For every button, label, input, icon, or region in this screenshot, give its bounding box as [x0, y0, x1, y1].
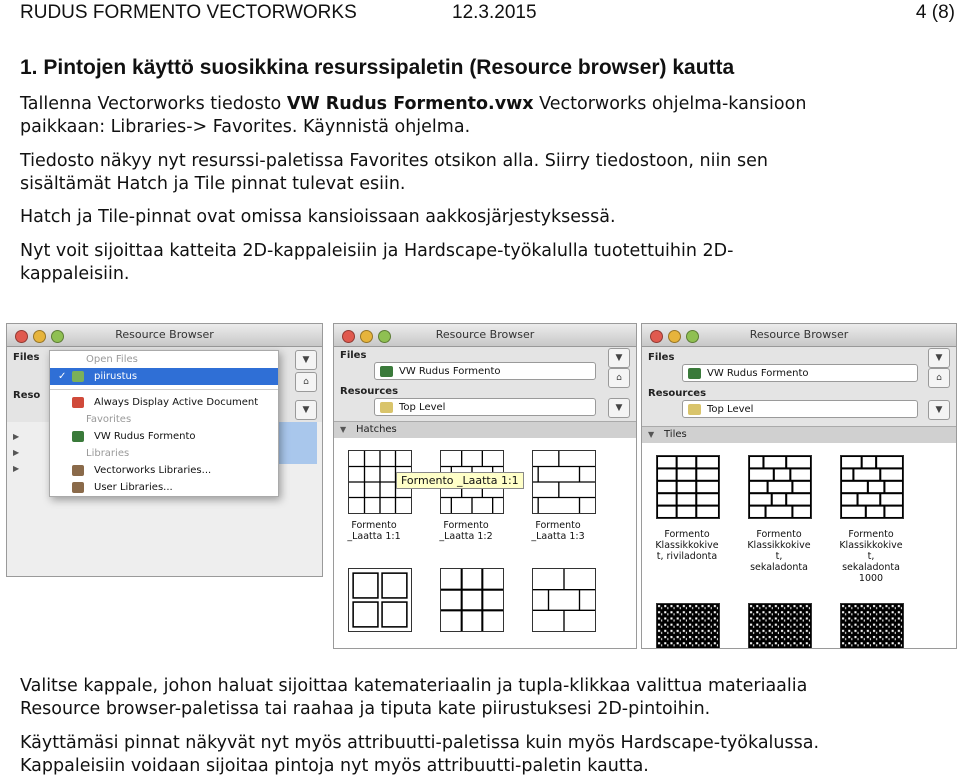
selection-highlight: [277, 422, 317, 464]
files-dropdown-button[interactable]: ▼: [295, 350, 317, 370]
hatch-thumbnail-laatta-1-3[interactable]: [532, 450, 596, 514]
outro-line-2: Resource browser-paletissa tai raahaa ja tiputa kate piirustuksesi 2D-pintoihin.: [20, 699, 711, 719]
menu-item-always-display[interactable]: Always Display Active Document: [50, 394, 278, 411]
window-title: Resource Browser: [115, 328, 214, 341]
resources-label: Resources: [340, 386, 399, 397]
hatch-caption: Formento _Laatta 1:3: [531, 520, 585, 542]
menu-item-vw-rudus-formento[interactable]: VW Rudus Formento: [50, 428, 278, 445]
files-label: Files: [13, 352, 40, 363]
folder-icon: [380, 402, 393, 413]
files-menu-button[interactable]: ▼: [295, 400, 317, 420]
menu-divider: [50, 389, 278, 390]
hatch-tooltip: Formento _Laatta 1:1: [396, 472, 524, 489]
menu-item-piirustus[interactable]: ✓ piirustus: [50, 368, 278, 385]
intro-line-4: sisältämät Hatch ja Tile pinnat tulevat esiin.: [20, 174, 406, 194]
resources-select[interactable]: Top Level: [374, 398, 596, 416]
expand-icon[interactable]: ▶: [13, 464, 20, 473]
page-header: [20, 0, 955, 26]
page-number: 4 (8): [915, 2, 955, 23]
resource-browser-panel-hatches: [333, 323, 637, 649]
hatch-thumbnail[interactable]: [348, 568, 412, 632]
tile-thumbnail[interactable]: [748, 603, 812, 649]
library-icon: [72, 482, 84, 493]
tile-thumbnail-riviladonta[interactable]: [656, 455, 720, 519]
tile-thumbnail-sekaladonta-1000[interactable]: [840, 455, 904, 519]
hatches-grid: [334, 438, 636, 648]
title-bar: [334, 324, 636, 347]
tile-thumbnail[interactable]: [840, 603, 904, 649]
window-title: Resource Browser: [435, 328, 535, 341]
resources-menu-button[interactable]: ▼: [608, 398, 630, 418]
hatch-caption: Formento _Laatta 1:2: [439, 520, 493, 542]
tile-thumbnail-sekaladonta[interactable]: [748, 455, 812, 519]
menu-item-user-libraries[interactable]: User Libraries...: [50, 479, 278, 496]
resources-menu-button[interactable]: ▼: [928, 400, 950, 420]
home-icon[interactable]: ⌂: [608, 368, 630, 388]
outro-line-3: Käyttämäsi pinnat näkyvät nyt myös attribuutti-paletissa kuin myös Hardscape-työkalussa.: [20, 733, 820, 753]
document-date: 12.3.2015: [452, 2, 537, 23]
intro-line-5: Hatch ja Tile-pinnat ovat omissa kansioissaan aakkosjärjestyksessä.: [20, 207, 616, 227]
resource-browser-panel-tiles: [641, 323, 957, 649]
intro-line-6: Nyt voit sijoittaa katteita 2D-kappaleisiin ja Hardscape-työkalulla tuotettuihin 2D-: [20, 241, 734, 261]
resource-browser-panel-1: [6, 323, 323, 577]
house-icon: [72, 397, 84, 408]
menu-header-open-files: Open Files: [86, 354, 138, 365]
intro-line-1: Tallenna Vectorworks tiedosto VW Rudus Formento.vwx Vectorworks ohjelma-kansioon: [20, 94, 807, 114]
intro-line-3: Tiedosto näkyy nyt resurssi-paletissa Favorites otsikon alla. Siirry tiedostoon, niin sen: [20, 151, 768, 171]
title-bar: [642, 324, 956, 347]
section-header-hatches[interactable]: ▼ Hatches: [334, 421, 636, 439]
files-dropdown-button[interactable]: ▼: [928, 348, 950, 368]
hatch-thumbnail[interactable]: [532, 568, 596, 632]
home-icon[interactable]: ⌂: [295, 372, 317, 392]
intro-line-2: paikkaan: Libraries-> Favorites. Käynnistä ohjelma.: [20, 117, 471, 137]
tile-thumbnail[interactable]: [656, 603, 720, 649]
document-icon: [72, 371, 84, 382]
expand-icon[interactable]: ▶: [13, 432, 20, 441]
files-select[interactable]: VW Rudus Formento: [682, 364, 918, 382]
outro-line-4: Kappaleisiin voidaan sijoitaa pintoja nyt myös attribuutti-paletin kautta.: [20, 756, 649, 776]
tile-caption: Formento Klassikkokive t, riviladonta: [655, 529, 719, 562]
section-header-tiles[interactable]: ▼ Tiles: [642, 426, 956, 444]
tile-caption: Formento Klassikkokive t, sekaladonta: [747, 529, 811, 573]
intro-line-7: kappaleisiin.: [20, 264, 130, 284]
menu-item-vectorworks-libraries[interactable]: Vectorworks Libraries...: [50, 462, 278, 479]
hatch-caption: Formento _Laatta 1:1: [347, 520, 401, 542]
resources-label: Reso: [13, 390, 41, 401]
folder-icon: [688, 404, 701, 415]
home-icon[interactable]: ⌂: [928, 368, 950, 388]
tile-caption: Formento Klassikkokive t, sekaladonta 1000: [839, 529, 903, 584]
files-select[interactable]: VW Rudus Formento: [374, 362, 596, 380]
tiles-grid: [642, 443, 956, 648]
files-dropdown-button[interactable]: ▼: [608, 348, 630, 368]
document-icon: [380, 366, 393, 377]
library-icon: [72, 465, 84, 476]
files-dropdown-menu: [49, 350, 279, 497]
hatch-thumbnail[interactable]: [440, 568, 504, 632]
files-label: Files: [648, 352, 675, 363]
document-title: RUDUS FORMENTO VECTORWORKS: [20, 2, 357, 23]
file-name: VW Rudus Formento.vwx: [286, 94, 534, 114]
menu-header-favorites: Favorites: [86, 414, 132, 425]
window-title: Resource Browser: [749, 328, 849, 341]
checkmark-icon: ✓: [58, 371, 67, 382]
resources-select[interactable]: Top Level: [682, 400, 918, 418]
document-icon: [688, 368, 701, 379]
document-icon: [72, 431, 84, 442]
section-heading: 1. Pintojen käyttö suosikkina resurssipaletin (Resource browser) kautta: [20, 56, 735, 79]
outro-line-1: Valitse kappale, johon haluat sijoittaa katemateriaalin ja tupla-klikkaa valittua materiaalia: [20, 676, 808, 696]
title-bar: [7, 324, 322, 347]
resources-label: Resources: [648, 388, 707, 399]
menu-header-libraries: Libraries: [86, 448, 130, 459]
expand-icon[interactable]: ▶: [13, 448, 20, 457]
files-label: Files: [340, 350, 367, 361]
